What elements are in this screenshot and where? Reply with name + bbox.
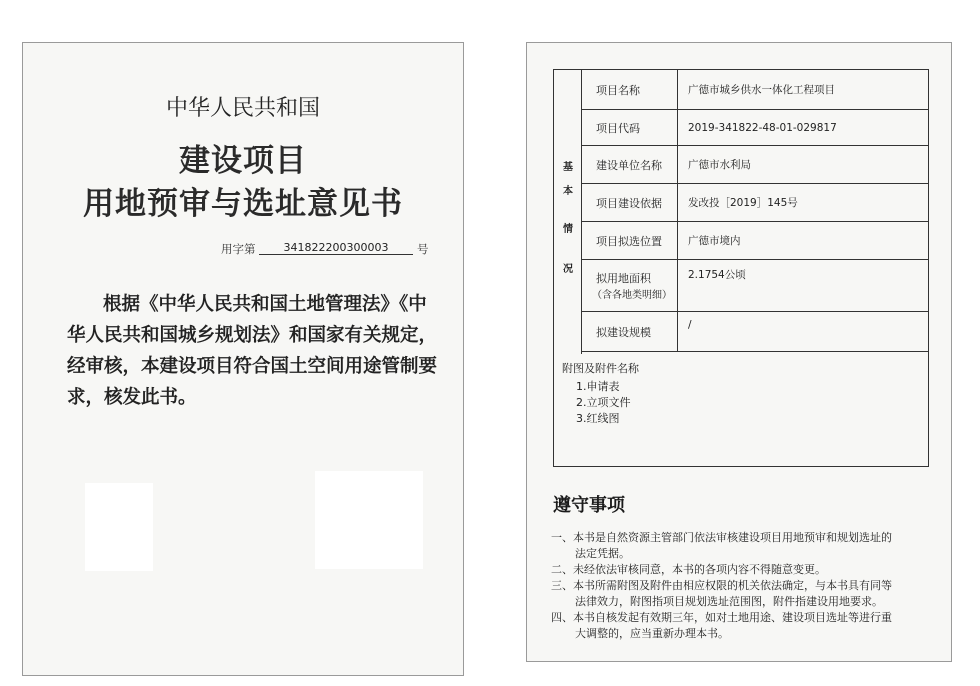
approval-statement <box>67 289 438 413</box>
row-label-group <box>582 260 678 311</box>
notice-line: 二、未经依法审核同意，本书的各项内容不得随意变更。 <box>551 563 826 576</box>
table-row <box>582 260 928 312</box>
serial-number: 341822200300003 <box>259 241 413 255</box>
notice-item <box>551 562 931 578</box>
table-row <box>582 312 928 352</box>
table-row <box>582 70 928 110</box>
notice-item <box>551 578 931 609</box>
row-value: 2.1754公顷 <box>688 269 746 281</box>
statement-line: 华人民共和国城乡规划法》和国家有关规定， <box>67 325 438 346</box>
row-label: 项目名称 <box>582 70 678 109</box>
row-value: 广德市城乡供水一体化工程项目 <box>688 84 835 96</box>
serial-prefix: 用字第 <box>221 242 256 256</box>
row-label-sub: （含各地类明细） <box>592 290 672 301</box>
row-label: 项目代码 <box>582 110 678 145</box>
notice-title: 遵守事项 <box>553 495 625 516</box>
document-title-line1: 建设项目 <box>179 143 307 179</box>
row-value: / <box>688 319 692 331</box>
table-row <box>582 146 928 184</box>
statement-line: 求，核发此书。 <box>67 387 197 408</box>
attachment-item: 1.申请表 <box>576 380 620 393</box>
notice-line: 四、本书自核发起有效期三年，如对土地用途、建设项目选址等进行重 <box>551 611 892 624</box>
basic-info-char: 基 <box>563 162 573 173</box>
notice-line: 法定凭据。 <box>575 546 630 560</box>
attachments-title: 附图及附件名称 <box>562 362 639 375</box>
attachment-item: 2.立项文件 <box>576 396 631 409</box>
table-row <box>582 110 928 146</box>
statement-line: 经审核，本建设项目符合国土空间用途管制要 <box>67 356 438 377</box>
table-row <box>582 222 928 260</box>
basic-info-char: 情 <box>563 224 573 235</box>
basic-info-char: 况 <box>563 264 573 275</box>
basic-info-label <box>554 70 582 354</box>
notice-item <box>551 530 931 561</box>
right-page <box>526 42 952 662</box>
redacted-stamp-area <box>315 471 423 569</box>
row-value: 广德市水利局 <box>688 159 751 171</box>
row-value: 2019-341822-48-01-029817 <box>688 121 837 134</box>
statement-line: 根据《中华人民共和国土地管理法》《中 <box>103 294 427 315</box>
left-page <box>22 42 464 676</box>
attachment-item: 3.红线图 <box>576 412 620 425</box>
notice-line: 三、本书所需附图及附件由相应权限的机关依法确定，与本书具有同等 <box>551 579 892 592</box>
notice-line: 大调整的，应当重新办理本书。 <box>575 626 729 640</box>
table-row <box>582 184 928 222</box>
basic-info-table <box>553 69 929 467</box>
serial-suffix: 号 <box>417 242 429 256</box>
notice-line: 法律效力，附图指项目规划选址范围图，附件指建设用地要求。 <box>575 594 883 608</box>
basic-info-char: 本 <box>563 186 573 197</box>
notice-line: 一、本书是自然资源主管部门依法审核建设项目用地预审和规划选址的 <box>551 531 892 544</box>
row-value: 广德市境内 <box>688 235 741 247</box>
row-label: 建设单位名称 <box>582 146 678 183</box>
row-label: 项目拟选位置 <box>582 222 678 259</box>
row-value: 发改投［2019］145号 <box>688 197 798 209</box>
row-label: 拟用地面积 <box>596 272 651 285</box>
document-title-line2: 用地预审与选址意见书 <box>83 186 403 222</box>
redacted-stamp-area <box>85 483 153 571</box>
row-label: 项目建设依据 <box>582 184 678 221</box>
issuing-country: 中华人民共和国 <box>165 96 320 121</box>
row-label: 拟建设规模 <box>582 312 678 351</box>
notice-item <box>551 610 931 641</box>
